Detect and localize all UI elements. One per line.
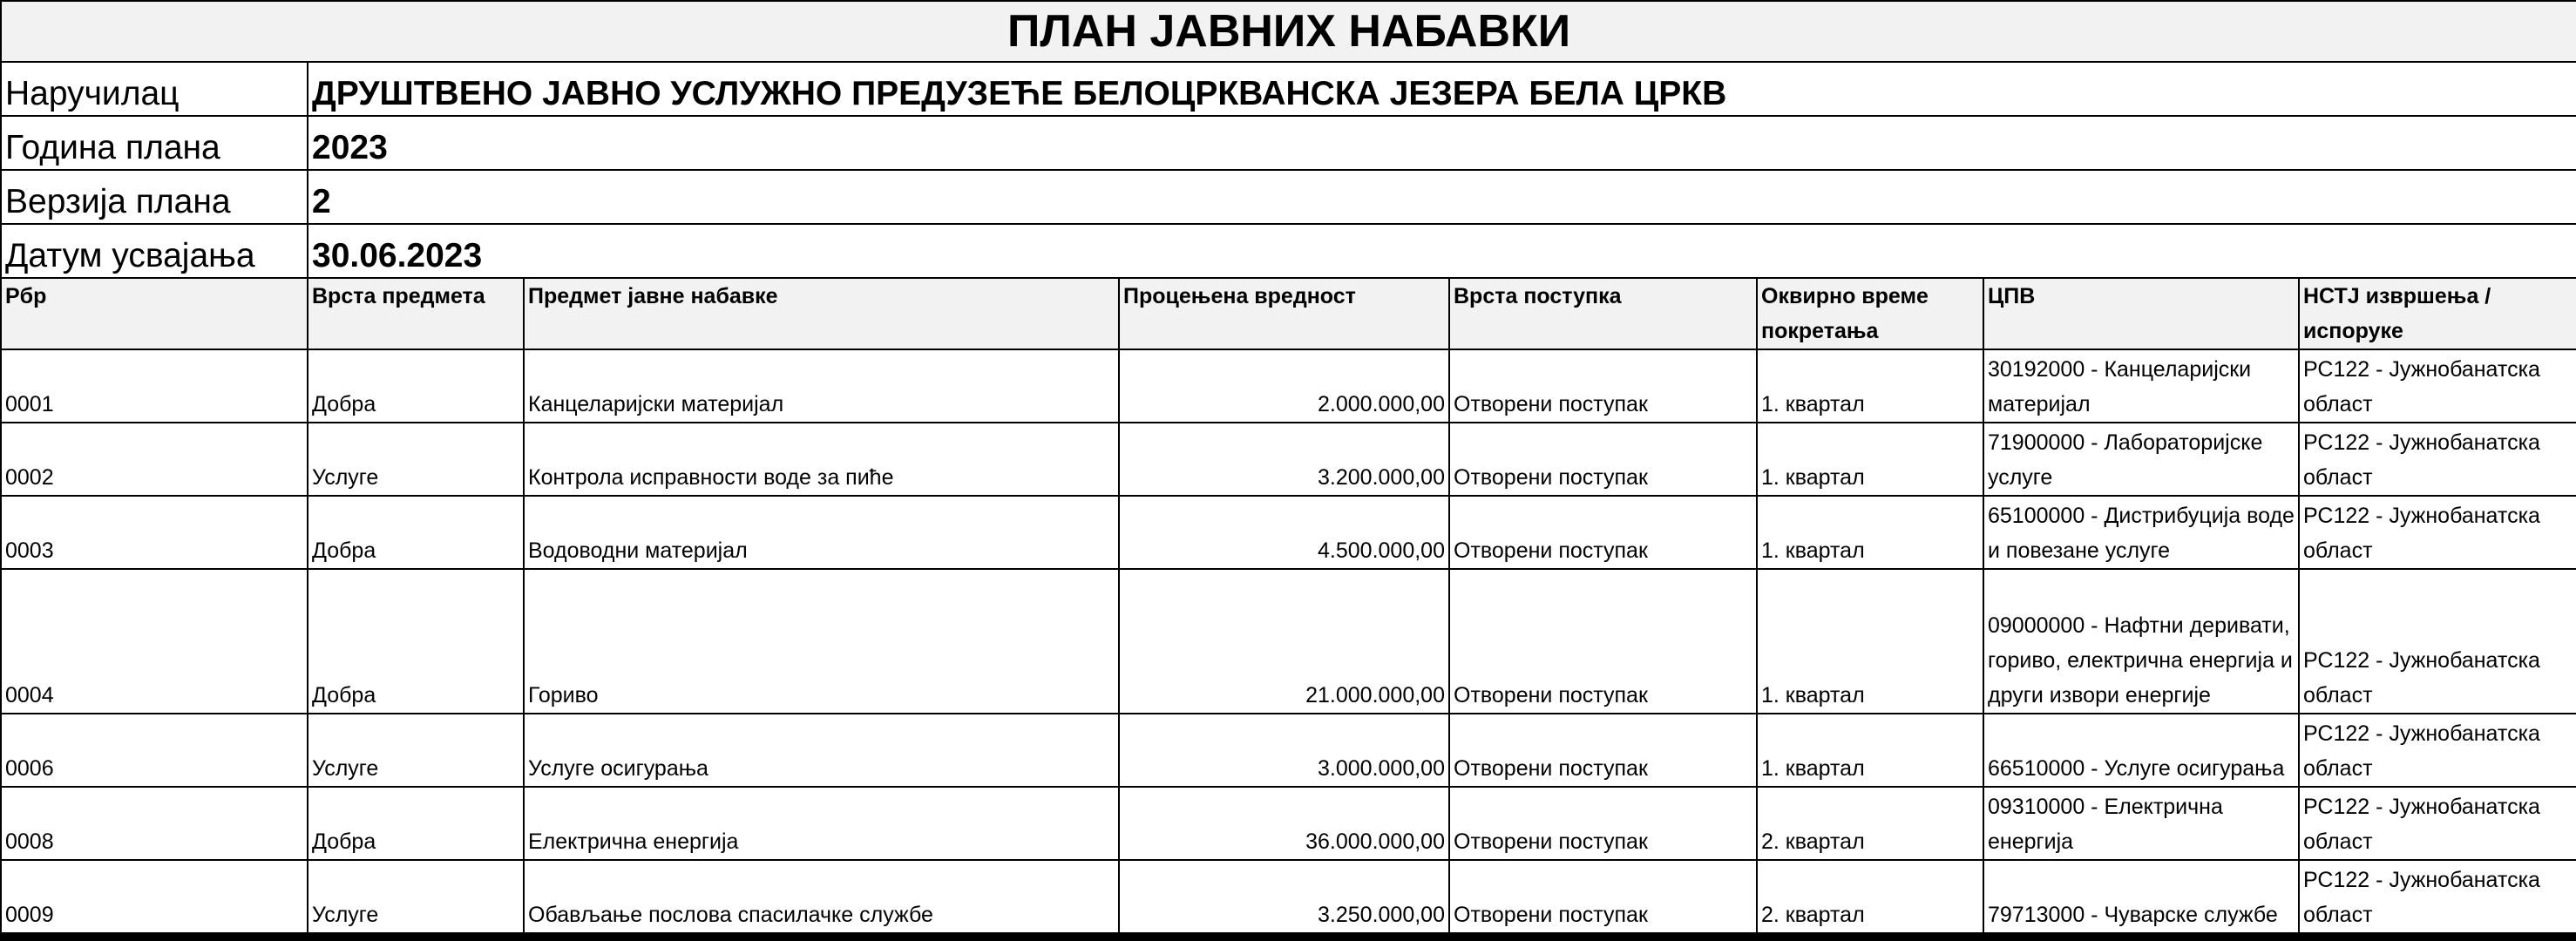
cell-nstj: РС122 - Јужнобанатска област [2299,860,2576,933]
cell-rbr: 0008 [1,787,308,860]
cell-start-time: 2. квартал [1757,787,1983,860]
cell-subject: Водоводни материјал [524,496,1119,569]
cell-type: Услуге [308,714,524,787]
cell-subject: Контрола исправности воде за пиће [524,423,1119,496]
cell-procedure: Отворени поступак [1449,787,1757,860]
cell-rbr: 0002 [1,423,308,496]
cell-subject: Гориво [524,569,1119,714]
column-header: Оквирно време покретања [1757,278,1983,349]
column-header: Рбр [1,278,308,349]
meta-value: 2 [308,170,2576,224]
meta-label: Наручилац [1,62,308,116]
cell-nstj: РС122 - Јужнобанатска област [2299,423,2576,496]
page-title: ПЛАН ЈАВНИХ НАБАВКИ [1,1,2576,62]
meta-value: 2023 [308,116,2576,170]
column-header: Процењена вредност [1119,278,1449,349]
column-header: Предмет јавне набавке [524,278,1119,349]
cell-procedure: Отворени поступак [1449,496,1757,569]
cell-procedure: Отворени поступак [1449,569,1757,714]
cell-subject: Услуге осигурања [524,714,1119,787]
cell-rbr: 0004 [1,569,308,714]
cell-cpv: 09000000 - Нафтни деривати, гориво, електрична енергија и други извори енергије [1983,569,2299,714]
cell-cpv: 79713000 - Чуварске службе [1983,860,2299,933]
table-header-row [1,278,2576,349]
cell-type: Услуге [308,423,524,496]
table-row [1,860,2576,933]
cell-start-time: 1. квартал [1757,349,1983,423]
cell-procedure: Отворени поступак [1449,423,1757,496]
cell-start-time: 1. квартал [1757,496,1983,569]
cell-procedure: Отворени поступак [1449,860,1757,933]
meta-row-plan-year [1,116,2576,170]
table-row [1,423,2576,496]
cell-type: Добра [308,569,524,714]
cell-start-time: 1. квартал [1757,714,1983,787]
cell-nstj: РС122 - Јужнобанатска област [2299,714,2576,787]
cell-estimated-value: 3.000.000,00 [1119,714,1449,787]
cell-nstj: РС122 - Јужнобанатска област [2299,349,2576,423]
meta-label: Датум усвајања [1,224,308,278]
cell-cpv: 09310000 - Електрична енергија [1983,787,2299,860]
meta-value: 30.06.2023 [308,224,2576,278]
cell-subject: Обављање послова спасилачке службе [524,860,1119,933]
cell-cpv: 30192000 - Канцеларијски материјал [1983,349,2299,423]
cell-estimated-value: 3.200.000,00 [1119,423,1449,496]
meta-label: Година плана [1,116,308,170]
cell-subject: Електрична енергија [524,787,1119,860]
cell-rbr: 0009 [1,860,308,933]
cell-type: Добра [308,787,524,860]
meta-label: Верзија плана [1,170,308,224]
cell-estimated-value: 2.000.000,00 [1119,349,1449,423]
cell-rbr: 0006 [1,714,308,787]
column-header: Врста предмета [308,278,524,349]
table-row [1,787,2576,860]
cell-start-time: 1. квартал [1757,569,1983,714]
cell-start-time: 2. квартал [1757,860,1983,933]
cell-cpv: 66510000 - Услуге осигурања [1983,714,2299,787]
column-header: НСТЈ извршења / испоруке [2299,278,2576,349]
meta-value: ДРУШТВЕНО ЈАВНО УСЛУЖНО ПРЕДУЗЕЋЕ БЕЛОЦРКВАНСКА ЈЕЗЕРА БЕЛА ЦРКВ [308,62,2576,116]
cell-nstj: РС122 - Јужнобанатска област [2299,787,2576,860]
table-row [1,496,2576,569]
table-row [1,349,2576,423]
table-row [1,714,2576,787]
cell-estimated-value: 3.250.000,00 [1119,860,1449,933]
cell-rbr: 0003 [1,496,308,569]
cell-type: Услуге [308,860,524,933]
cell-cpv: 65100000 - Дистрибуција воде и повезане услуге [1983,496,2299,569]
cell-estimated-value: 4.500.000,00 [1119,496,1449,569]
bottom-rule [0,934,2576,941]
cell-estimated-value: 21.000.000,00 [1119,569,1449,714]
cell-procedure: Отворени поступак [1449,349,1757,423]
meta-row-plan-version [1,170,2576,224]
meta-row-contracting-authority [1,62,2576,116]
cell-procedure: Отворени поступак [1449,714,1757,787]
column-header: ЦПВ [1983,278,2299,349]
meta-row-adoption-date [1,224,2576,278]
table-row [1,569,2576,714]
cell-subject: Канцеларијски материјал [524,349,1119,423]
cell-nstj: РС122 - Јужнобанатска област [2299,569,2576,714]
cell-type: Добра [308,496,524,569]
column-header: Врста поступка [1449,278,1757,349]
cell-rbr: 0001 [1,349,308,423]
cell-nstj: РС122 - Јужнобанатска област [2299,496,2576,569]
cell-start-time: 1. квартал [1757,423,1983,496]
cell-type: Добра [308,349,524,423]
cell-estimated-value: 36.000.000,00 [1119,787,1449,860]
cell-cpv: 71900000 - Лабораторијске услуге [1983,423,2299,496]
